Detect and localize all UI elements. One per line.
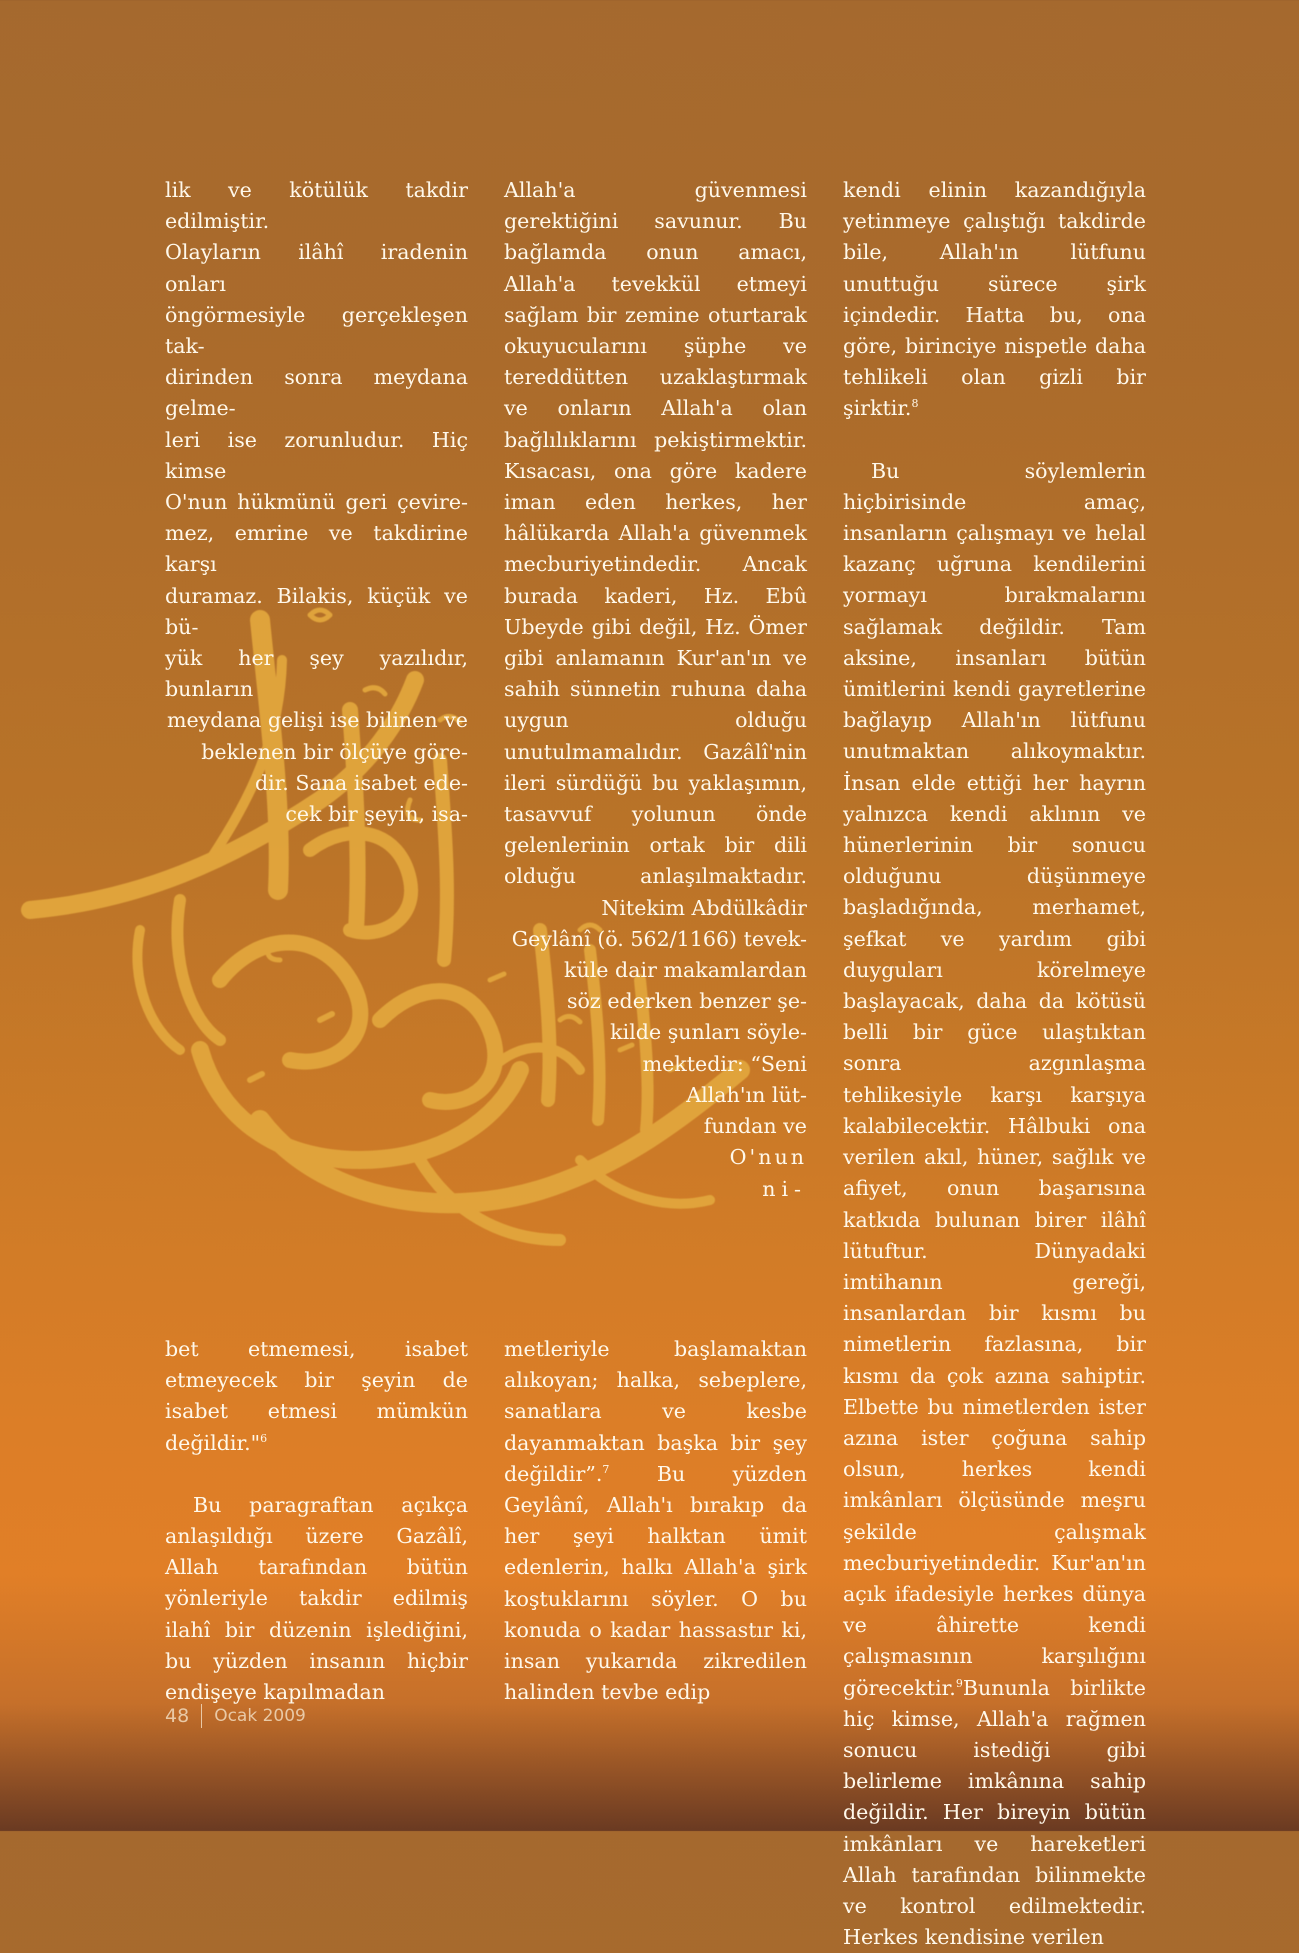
footnote-ref: 9 [955, 1676, 963, 1690]
paragraph-text: bet etmemesi, isabet etmeyecek bir şeyin de isabet etmesi mümkün değildir." [165, 1337, 468, 1455]
column-2-top [504, 175, 807, 1205]
column-2-bottom [504, 1334, 807, 1708]
text-line: beklenen bir ölçüye göre- [201, 739, 468, 764]
text-line: yük her şey yazılıdır, bunların [165, 646, 468, 702]
text-line: mektedir: “Seni [642, 1051, 807, 1076]
paragraph: Allah'a güvenmesi gerektiğini savunur. Bu bağlamda onun amacı, Allah'a tevekkül etmeyi sağlam bir zemine oturtarak okuyucularını şüphe ve tereddütten uzaklaştırmak ve onların Allah'a olan bağlılıklarını pekiştirmektir. Kısacası, ona göre kadere iman eden herkes, her hâlükarda Allah'a güvenmek mecburiyetindedir. Ancak burada kaderi, Hz. Ebû Ubeyde gibi değil, Hz. Ömer gibi anlamanın Kur'an'ın ve sahih sünnetin ruhuna daha uygun olduğu unutulmamalıdır. Gazâlî'nin ileri sürdüğü bu yaklaşımın, tasavvuf yolunun önde gelenlerinin ortak bir dili olduğu anlaşılmaktadır. Nitekim Abdülkâdir [504, 178, 807, 920]
text-line: söz ederken benzer şe- [566, 989, 807, 1014]
text-line: dir. Sana isabet ede- [254, 770, 468, 795]
text-line: leri ise zorunludur. Hiç kimse [165, 427, 468, 483]
footer-divider [201, 1704, 202, 1728]
text-line: fundan ve [703, 1114, 807, 1139]
text-line: dirinden sonra meydana gelme- [165, 365, 468, 421]
footnote-ref: 6 [260, 1431, 268, 1445]
text-line: lik ve kötülük takdir edilmiştir. [165, 178, 468, 234]
paragraph-text: kendi elinin kazandığıyla yetinmeye çalıştığı takdirde bile, Allah'ın lütfunu unuttuğu sürece şirk içindedir. Hatta bu, ona göre, birinciye nispetle daha tehlikeli olan gizli bir şirktir. [843, 178, 1146, 421]
text-line: küle dair makamlardan [563, 958, 807, 983]
text-line: mez, emrine ve takdirine karşı [165, 521, 468, 577]
paragraph-text: Bu yüzden Geylânî, Allah'ı bırakıp da her şeyi halktan ümit edenlerin, halkı Allah'a şirk koştuklarını söyler. O bu konuda o kadar hassastır ki, insan yukarıda zikredilen halinden tevbe edip [504, 1461, 807, 1705]
text-line: O'nun hükmünü geri çevire- [165, 490, 468, 515]
paragraph [504, 1334, 807, 1708]
column-1-top [165, 175, 468, 830]
text-line: kilde şunları söyle- [610, 1020, 807, 1045]
paragraph [843, 456, 1146, 1953]
issue-date: Ocak 2009 [214, 1706, 306, 1726]
text-line: öngörmesiyle gerçekleşen tak- [165, 302, 468, 359]
text-line: meydana gelişi ise bilinen ve [166, 708, 468, 733]
footnote-ref: 7 [602, 1462, 610, 1476]
text-line: Geylânî (ö. 562/1166) tevek- [511, 926, 807, 951]
text-line: ni- [762, 1176, 807, 1201]
paragraph [165, 1334, 468, 1459]
text-line: duramaz. Bilakis, küçük ve bü- [165, 583, 468, 639]
page-footer [165, 1704, 306, 1728]
column-3 [843, 175, 1146, 1953]
footnote-ref: 8 [911, 397, 919, 411]
paragraph-text: Bu söylemlerin hiçbirisinde amaç, insanların çalışmayı ve helal kazanç uğruna kendilerini yormayı bırakmalarını sağlamak değildir. Tam aksine, insanları bütün ümitlerini kendi gayretlerine bağlayıp Allah'ın lütfunu unutmaktan alıkoymaktır. İnsan elde ettiği her hayrın yalnızca kendi aklının ve hünerlerinin bir sonucu olduğunu düşünmeye başladığında, merhamet, şefkat ve yardım gibi duyguları körelmeye başlayacak, daha da kötüsü belli bir güce ulaştıktan sonra azgınlaşma tehlikesiyle karşı karşıya kalabilecektir. Hâlbuki ona verilen akıl, hüner, sağlık ve afiyet, onun başarısına katkıda bulunan birer ilâhî lütuftur. Dünyadaki imtihanın gereği, insanlardan bir kısmı bu nimetlerin fazlasına, bir kısmı da çok azına sahiptir. Elbette bu nimetlerden ister azına ister çoğuna sahip olsun, herkes kendi imkânları ölçüsünde meşru şekilde çalışmak mecburiyetindedir. Kur'an'ın açık ifadesiyle herkes dünya ve âhirette kendi çalışmasının karşılığını görecektir. [843, 458, 1146, 1700]
text-line: O'nun [729, 1145, 807, 1170]
paragraph-text: Bununla birlikte hiç kimse, Allah'a rağmen sonucu istediği gibi belirleme imkânına sahip değildir. Her bireyin bütün imkânları ve hareketleri Allah tarafından bilinmekte ve kontrol edilmektedir. Herkes kendisine verilen [843, 1675, 1146, 1950]
page-number: 48 [165, 1705, 190, 1727]
paragraph: Bu paragraftan açıkça anlaşıldığı üzere Gazâlî, Allah tarafından bütün yönleriyle takdir edilmiş ilahî bir düzenin işlediğini, bu yüzden insanın hiçbir endişeye kapılmadan [165, 1492, 468, 1705]
paragraph-text: metleriyle başlamaktan alıkoyan; halka, sebeplere, sanatlara ve kesbe dayanmaktan başka bir şey değildir”. [504, 1337, 807, 1486]
text-line: Allah'ın lüt- [686, 1082, 807, 1107]
text-line: Olayların ilâhî iradenin onları [165, 240, 468, 296]
column-1-bottom [165, 1334, 468, 1708]
text-line: cek bir şeyin, isa- [285, 802, 468, 827]
paragraph [843, 175, 1146, 425]
